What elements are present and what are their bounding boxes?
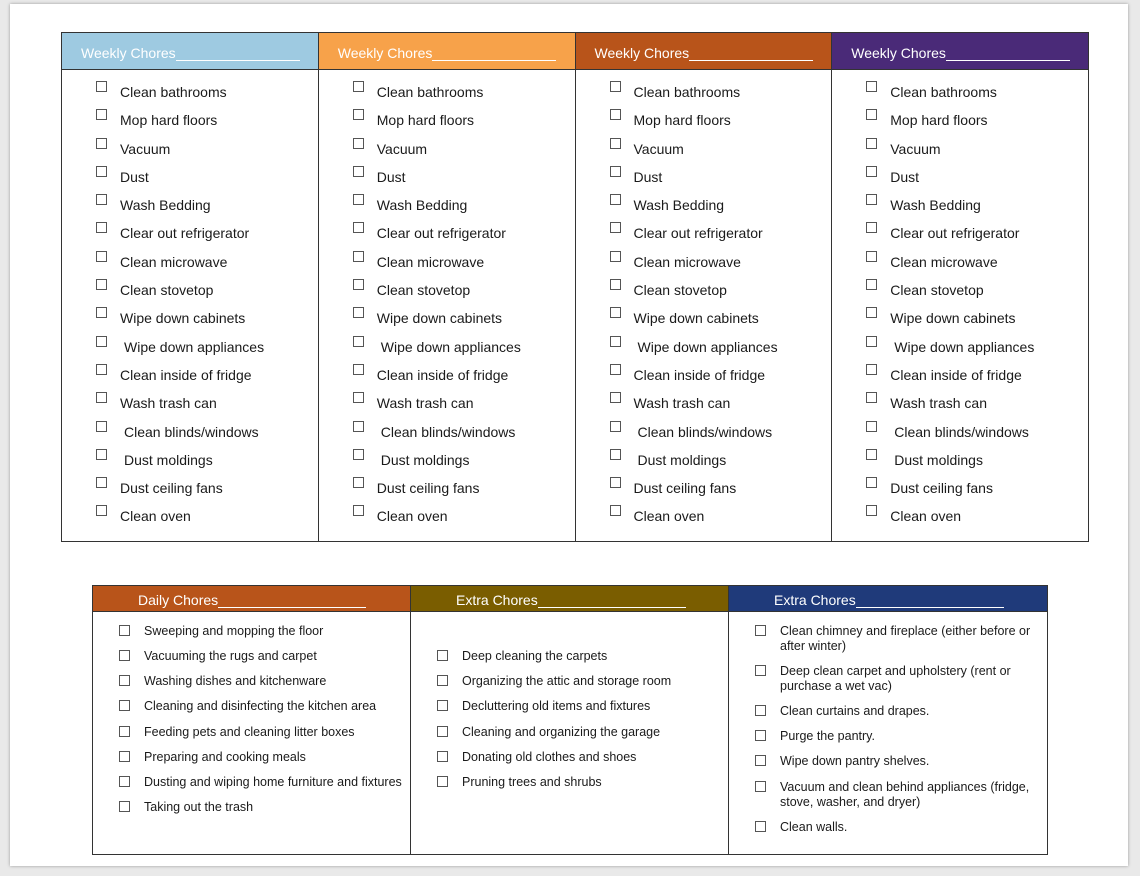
weekly-header-title: Weekly Chores	[337, 45, 433, 61]
chore-label: Clean stovetop	[633, 282, 727, 299]
header-underline	[538, 607, 686, 608]
chore-item	[93, 624, 410, 639]
daily-chores-header	[93, 586, 410, 612]
chore-label: Organizing the attic and storage room	[462, 674, 672, 688]
chore-label: Clean bathrooms	[120, 84, 227, 100]
chore-item	[576, 500, 832, 528]
chore-item	[62, 133, 318, 161]
chore-item	[576, 416, 832, 444]
chore-item	[411, 674, 728, 689]
chore-label: Clean microwave	[376, 253, 485, 270]
checkbox[interactable]	[866, 222, 877, 233]
chore-label: Preparing and cooking meals	[144, 750, 306, 764]
chore-label: Dust moldings	[380, 451, 470, 468]
weekly-header-title: Weekly Chores	[594, 45, 690, 61]
checkbox[interactable]	[610, 251, 621, 262]
chore-label: Clean walls.	[780, 820, 848, 834]
weekly-column-3	[576, 33, 833, 541]
chore-label: Mop hard floors	[633, 112, 731, 129]
chore-item	[62, 246, 318, 274]
checkbox[interactable]	[866, 364, 877, 375]
chore-label: Dust ceiling fans	[376, 480, 480, 497]
checkbox[interactable]	[866, 477, 877, 488]
chore-label: Dust ceiling fans	[120, 480, 223, 497]
chore-item	[93, 800, 410, 815]
checkbox[interactable]	[96, 421, 107, 432]
chore-item	[832, 161, 1088, 189]
checkbox[interactable]	[119, 801, 130, 812]
chore-label: Clean blinds/windows	[894, 423, 1029, 440]
chore-item	[319, 359, 575, 387]
chore-label: Vacuum and clean behind appliances (fridge, stove, washer, and dryer)	[780, 780, 1030, 809]
chore-label: Wash trash can	[890, 395, 987, 412]
checkbox[interactable]	[610, 138, 621, 149]
chore-label: Vacuuming the rugs and carpet	[144, 649, 317, 663]
chore-item	[319, 161, 575, 189]
checkbox[interactable]	[353, 449, 364, 460]
checkbox[interactable]	[119, 650, 130, 661]
chore-item	[832, 444, 1088, 472]
checkbox[interactable]	[353, 392, 364, 403]
checkbox[interactable]	[437, 650, 448, 661]
checkbox[interactable]	[755, 730, 766, 741]
checkbox[interactable]	[610, 194, 621, 205]
checkbox[interactable]	[610, 81, 621, 92]
chore-item	[319, 387, 575, 415]
checkbox[interactable]	[610, 421, 621, 432]
chore-label: Clean chimney and fireplace (either before or after winter)	[780, 624, 1031, 653]
chore-label: Wash Bedding	[890, 197, 981, 214]
chore-label: Cleaning and disinfecting the kitchen area	[144, 699, 377, 713]
chore-label: Cleaning and organizing the garage	[462, 725, 661, 739]
chore-item	[93, 725, 410, 740]
checkbox[interactable]	[353, 81, 364, 92]
chore-label: Dust	[120, 168, 149, 185]
chore-item	[729, 624, 1047, 654]
checkbox[interactable]	[96, 194, 107, 205]
chore-item	[62, 302, 318, 330]
checkbox[interactable]	[119, 700, 130, 711]
chore-label: Wipe down appliances	[380, 338, 521, 355]
checkbox[interactable]	[96, 138, 107, 149]
chore-item	[411, 775, 728, 790]
checkbox[interactable]	[866, 307, 877, 318]
weekly-chores-table	[61, 32, 1089, 542]
chore-label: Clear out refrigerator	[633, 225, 763, 242]
checkbox[interactable]	[353, 138, 364, 149]
chore-item	[832, 246, 1088, 274]
weekly-header-3	[576, 33, 832, 70]
chore-item	[576, 189, 832, 217]
chore-item	[832, 133, 1088, 161]
checkbox[interactable]	[866, 505, 877, 516]
checkbox[interactable]	[96, 307, 107, 318]
checkbox[interactable]	[96, 279, 107, 290]
chore-item	[411, 725, 728, 740]
chore-label: Vacuum	[890, 140, 941, 157]
chore-label: Purge the pantry.	[780, 729, 875, 743]
chore-item	[319, 472, 575, 500]
chore-item	[93, 699, 410, 714]
chore-label: Wipe down cabinets	[376, 310, 503, 327]
chore-item	[319, 104, 575, 132]
checkbox[interactable]	[610, 364, 621, 375]
chore-label: Feeding pets and cleaning litter boxes	[144, 725, 355, 739]
checkbox[interactable]	[353, 279, 364, 290]
checkbox[interactable]	[610, 307, 621, 318]
checkbox[interactable]	[755, 781, 766, 792]
chore-item	[832, 274, 1088, 302]
checkbox[interactable]	[610, 336, 621, 347]
chore-label: Vacuum	[633, 140, 684, 157]
chore-item	[576, 161, 832, 189]
extra-chores-header-1	[411, 586, 728, 612]
weekly-header-2	[319, 33, 575, 70]
header-underline	[176, 60, 300, 61]
chore-item	[832, 302, 1088, 330]
chore-item	[62, 161, 318, 189]
chore-label: Mop hard floors	[376, 112, 475, 129]
chore-item	[729, 729, 1047, 744]
chore-label: Wipe down cabinets	[890, 310, 1016, 327]
chore-item	[62, 217, 318, 245]
checkbox[interactable]	[119, 751, 130, 762]
chore-item	[93, 775, 410, 790]
checkbox[interactable]	[437, 700, 448, 711]
chore-item	[576, 246, 832, 274]
chore-label: Wipe down pantry shelves.	[780, 754, 930, 768]
chore-item	[62, 500, 318, 528]
chore-label: Dust ceiling fans	[633, 480, 737, 497]
chore-item	[832, 359, 1088, 387]
chore-label: Clean oven	[633, 508, 705, 525]
chore-label: Clean oven	[890, 508, 962, 525]
chore-label: Clean oven	[120, 508, 191, 525]
extra-chores-header-2	[729, 586, 1047, 612]
chore-label: Sweeping and mopping the floor	[144, 624, 324, 638]
chore-label: Wash Bedding	[120, 197, 211, 214]
checkbox[interactable]	[437, 751, 448, 762]
chore-item	[576, 302, 832, 330]
chore-item	[832, 387, 1088, 415]
checkbox[interactable]	[353, 505, 364, 516]
checkbox[interactable]	[353, 307, 364, 318]
chore-item	[832, 331, 1088, 359]
chore-item	[832, 416, 1088, 444]
chore-item	[576, 359, 832, 387]
chore-item	[319, 331, 575, 359]
chore-label: Donating old clothes and shoes	[462, 750, 637, 764]
checkbox[interactable]	[96, 449, 107, 460]
chore-item	[319, 416, 575, 444]
checkbox[interactable]	[610, 392, 621, 403]
chore-item	[576, 444, 832, 472]
checkbox[interactable]	[755, 665, 766, 676]
chore-label: Washing dishes and kitchenware	[144, 674, 327, 688]
checkbox[interactable]	[866, 251, 877, 262]
extra-chores-title-1: Extra Chores	[456, 592, 538, 608]
checkbox[interactable]	[96, 392, 107, 403]
checkbox[interactable]	[96, 251, 107, 262]
weekly-chore-list	[832, 70, 1088, 529]
checkbox[interactable]	[353, 166, 364, 177]
checkbox[interactable]	[96, 81, 107, 92]
checkbox[interactable]	[119, 776, 130, 787]
chore-item	[576, 104, 832, 132]
chore-label: Clean curtains and drapes.	[780, 704, 930, 718]
daily-extra-chores-table	[92, 585, 1048, 855]
chore-label: Mop hard floors	[120, 112, 218, 129]
chore-item	[729, 704, 1047, 719]
checkbox[interactable]	[96, 336, 107, 347]
checkbox[interactable]	[866, 421, 877, 432]
header-underline	[689, 60, 813, 61]
weekly-header-title: Weekly Chores	[851, 45, 946, 61]
chore-label: Wipe down appliances	[124, 338, 265, 355]
chore-item	[729, 780, 1047, 810]
chore-label: Wash trash can	[120, 395, 217, 412]
chore-label: Clean oven	[376, 508, 448, 525]
chore-item	[62, 104, 318, 132]
chore-item	[93, 649, 410, 664]
checkbox[interactable]	[866, 81, 877, 92]
chore-item	[576, 217, 832, 245]
chore-item	[576, 133, 832, 161]
chore-item	[93, 674, 410, 689]
weekly-header-4	[832, 33, 1088, 70]
chore-label: Wash trash can	[376, 395, 474, 412]
chore-item	[62, 472, 318, 500]
chore-label: Clear out refrigerator	[890, 225, 1020, 242]
checkbox[interactable]	[96, 477, 107, 488]
checkbox[interactable]	[353, 222, 364, 233]
checkbox[interactable]	[866, 279, 877, 290]
chore-label: Deep clean carpet and upholstery (rent or purchase a wet vac)	[780, 664, 1011, 693]
checkbox[interactable]	[353, 251, 364, 262]
chore-label: Dusting and wiping home furniture and fixtures	[144, 775, 402, 789]
chore-label: Mop hard floors	[890, 112, 988, 129]
chore-item	[576, 331, 832, 359]
chore-label: Clean inside of fridge	[120, 366, 252, 383]
chore-item	[62, 76, 318, 104]
chore-label: Clean blinds/windows	[637, 423, 773, 440]
chore-label: Wash trash can	[633, 395, 731, 412]
chore-item	[62, 189, 318, 217]
chore-label: Clean microwave	[120, 253, 228, 270]
checkbox[interactable]	[96, 364, 107, 375]
weekly-column-1	[62, 33, 319, 541]
chore-item	[576, 76, 832, 104]
chore-item	[729, 820, 1047, 835]
chore-label: Dust	[376, 168, 406, 185]
chore-item	[62, 331, 318, 359]
chore-item	[832, 472, 1088, 500]
chore-item	[319, 302, 575, 330]
checkbox[interactable]	[755, 625, 766, 636]
chore-item	[832, 189, 1088, 217]
checkbox[interactable]	[755, 705, 766, 716]
chore-label: Clean inside of fridge	[890, 366, 1022, 383]
chore-label: Clean microwave	[890, 253, 998, 270]
header-underline	[432, 60, 556, 61]
checkbox[interactable]	[119, 625, 130, 636]
chore-label: Clear out refrigerator	[376, 225, 506, 242]
weekly-chore-list	[576, 70, 832, 529]
chore-label: Dust ceiling fans	[890, 480, 993, 497]
chore-label: Dust moldings	[637, 451, 727, 468]
chore-label: Clean stovetop	[120, 282, 214, 299]
chore-item	[62, 387, 318, 415]
checkbox[interactable]	[610, 505, 621, 516]
chore-item	[319, 274, 575, 302]
chore-item	[319, 217, 575, 245]
chore-item	[411, 750, 728, 765]
checkbox[interactable]	[119, 726, 130, 737]
checkbox[interactable]	[353, 364, 364, 375]
checkbox[interactable]	[610, 449, 621, 460]
chore-label: Clean blinds/windows	[124, 423, 259, 440]
checkbox[interactable]	[866, 194, 877, 205]
checkbox[interactable]	[866, 138, 877, 149]
chore-label: Clean stovetop	[376, 282, 471, 299]
chore-label: Clean inside of fridge	[376, 366, 509, 383]
chore-item	[319, 76, 575, 104]
checkbox[interactable]	[610, 166, 621, 177]
chore-item	[411, 699, 728, 714]
chore-label: Dust	[890, 168, 920, 185]
checkbox[interactable]	[437, 726, 448, 737]
weekly-header-title: Weekly Chores	[81, 45, 176, 61]
checkbox[interactable]	[610, 222, 621, 233]
chore-item	[62, 416, 318, 444]
checkbox[interactable]	[119, 675, 130, 686]
chore-label: Dust moldings	[894, 451, 983, 468]
chore-item	[411, 649, 728, 664]
chore-item	[729, 754, 1047, 769]
chore-label: Wipe down cabinets	[120, 310, 246, 327]
chore-item	[576, 472, 832, 500]
checkbox[interactable]	[96, 505, 107, 516]
checkbox[interactable]	[755, 821, 766, 832]
chore-item	[319, 246, 575, 274]
weekly-column-2	[319, 33, 576, 541]
checkbox[interactable]	[437, 776, 448, 787]
checkbox[interactable]	[96, 222, 107, 233]
chore-item	[319, 500, 575, 528]
chore-item	[832, 217, 1088, 245]
chore-item	[319, 444, 575, 472]
chore-item	[832, 500, 1088, 528]
checkbox[interactable]	[96, 109, 107, 120]
chore-item	[832, 76, 1088, 104]
chore-item	[576, 274, 832, 302]
chore-chart-page	[10, 4, 1128, 866]
chore-label: Wash Bedding	[633, 197, 725, 214]
header-underline	[856, 607, 1004, 608]
chore-label: Wipe down cabinets	[633, 310, 759, 327]
checkbox[interactable]	[866, 109, 877, 120]
weekly-column-4	[832, 33, 1088, 541]
extra-chores-column-2	[729, 586, 1047, 854]
checkbox[interactable]	[353, 336, 364, 347]
chore-label: Wipe down appliances	[894, 338, 1035, 355]
checkbox[interactable]	[610, 279, 621, 290]
chore-item	[62, 444, 318, 472]
weekly-chore-list	[62, 70, 318, 529]
chore-label: Pruning trees and shrubs	[462, 775, 602, 789]
chore-label: Clean blinds/windows	[380, 423, 516, 440]
checkbox[interactable]	[610, 477, 621, 488]
checkbox[interactable]	[353, 194, 364, 205]
checkbox[interactable]	[755, 755, 766, 766]
checkbox[interactable]	[96, 166, 107, 177]
chore-label: Clean stovetop	[890, 282, 984, 299]
chore-label: Clean bathrooms	[633, 84, 741, 100]
chore-label: Wipe down appliances	[637, 338, 778, 355]
extra-chores-title-2: Extra Chores	[774, 592, 856, 608]
chore-label: Deep cleaning the carpets	[462, 649, 608, 663]
daily-chores-column	[93, 586, 411, 854]
chore-item	[93, 750, 410, 765]
chore-label: Decluttering old items and fixtures	[462, 699, 651, 713]
chore-label: Clean microwave	[633, 253, 741, 270]
checkbox[interactable]	[610, 109, 621, 120]
header-underline	[218, 607, 366, 608]
checkbox[interactable]	[866, 336, 877, 347]
weekly-chore-list	[319, 70, 575, 529]
chore-label: Wash Bedding	[376, 197, 468, 214]
daily-chores-title: Daily Chores	[138, 592, 219, 608]
weekly-header-1	[62, 33, 318, 70]
checkbox[interactable]	[437, 675, 448, 686]
chore-item	[319, 133, 575, 161]
checkbox[interactable]	[353, 421, 364, 432]
chore-label: Clear out refrigerator	[120, 225, 250, 242]
chore-item	[62, 274, 318, 302]
checkbox[interactable]	[353, 477, 364, 488]
checkbox[interactable]	[866, 449, 877, 460]
chore-label: Dust moldings	[124, 451, 213, 468]
chore-label: Dust	[633, 168, 663, 185]
chore-label: Clean bathrooms	[376, 84, 484, 100]
chore-item	[576, 387, 832, 415]
chore-item	[729, 664, 1047, 694]
chore-label: Clean inside of fridge	[633, 366, 766, 383]
chore-label: Taking out the trash	[144, 800, 254, 814]
checkbox[interactable]	[866, 392, 877, 403]
chore-label: Vacuum	[120, 140, 171, 157]
checkbox[interactable]	[866, 166, 877, 177]
chore-item	[319, 189, 575, 217]
header-underline	[946, 60, 1070, 61]
chore-label: Clean bathrooms	[890, 84, 997, 100]
checkbox[interactable]	[353, 109, 364, 120]
extra-chores-column-1	[411, 586, 729, 854]
chore-item	[62, 359, 318, 387]
chore-item	[832, 104, 1088, 132]
chore-label: Vacuum	[376, 140, 428, 157]
